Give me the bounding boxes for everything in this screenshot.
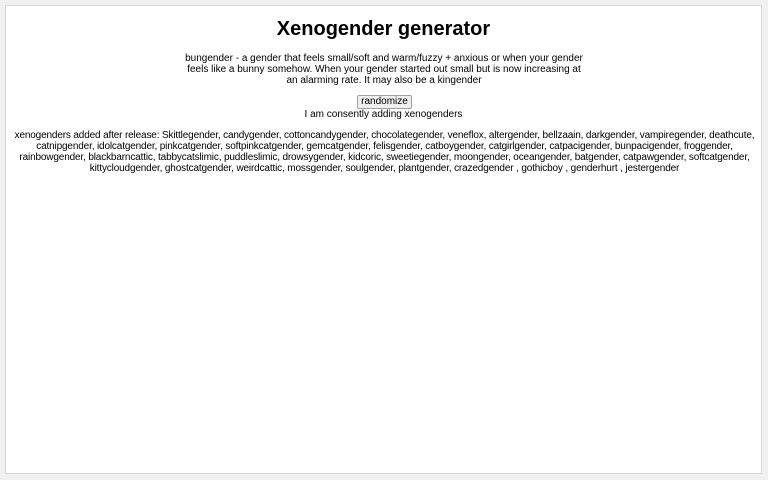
generated-gender-description: bungender - a gender that feels small/soft and warm/fuzzy + anxious or when your gender feels like a bunny somehow. When your gender started out small but is now increasing at an alarming rate. It may also be a kingender — [185, 53, 583, 86]
update-note: I am consently adding xenogenders — [304, 109, 463, 120]
added-xenogenders-list: xenogenders added after release: Skittlegender, candygender, cottoncandygender, chocolategender, veneflox, altergender, bellzaain, darkgender, vampiregender, deathcute, catnipgender, idolcatgender, pinkcatgender, softpinkcatgender, gemcatgender, felisgender, catboygender, catgirlgender, catpacigender, bunpacigender, froggender, rainbowgender, blackbarncattic, tabbycatslimic, puddleslimic, drowsygender, kidcoric, sweetiegender, moongender, oceangender, batgender, catpawgender, softcatgender, kittycloudgender, ghostcatgender, weirdcattic, mossgender, soulgender, plantgender, crazedgender , gothicboy , genderhurt , jestergender — [14, 130, 755, 174]
randomize-button[interactable]: randomize — [357, 95, 412, 109]
page-title: Xenogender generator — [276, 18, 491, 40]
page-frame — [5, 5, 762, 474]
